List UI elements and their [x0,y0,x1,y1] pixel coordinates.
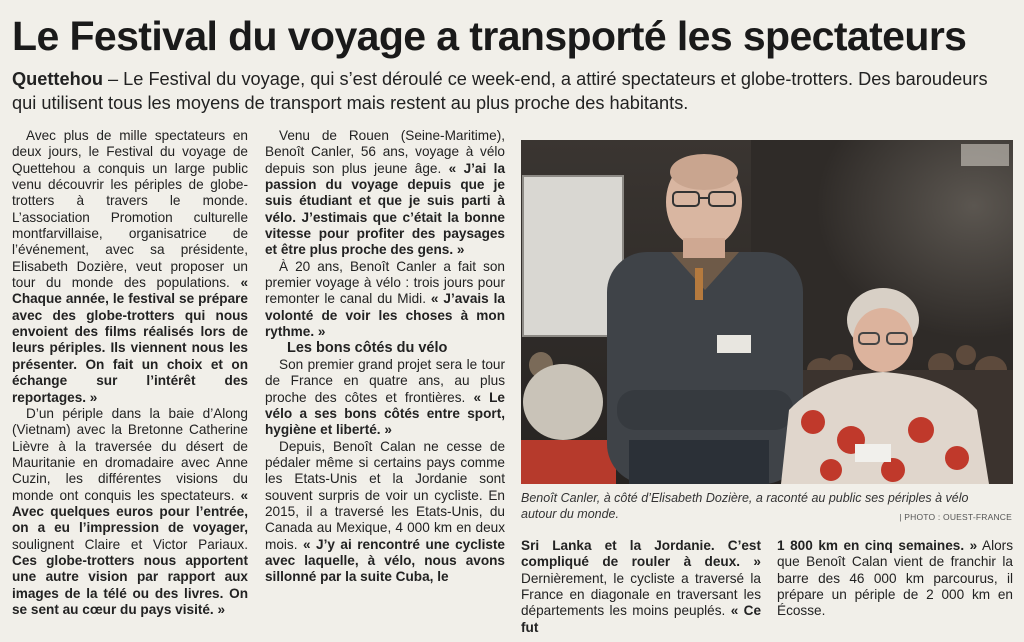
quote: « Chaque année, le festival se prépare avec des globe-trotters qui nous envoient des films réalisés lors de leurs périples. Ils viennent nous les présenter. On fait un choix et on échange sur l’intérêt des reportages. » [12,275,248,405]
standfirst [12,67,1012,115]
quote: Sri Lanka et la Jordanie. C’est compliqué de rouler à deux. » [521,538,761,570]
text: Avec plus de mille spectateurs en deux jours, le Festival du voyage de Quettehou a conquis un large public venu découvrir les périples de globe-trotters à travers le monde. L’association Promotion culturelle montfarvillaise, organisatrice de l’événement, avec sa présidente, Elisabeth Dozière, veut proposer un tour du monde des populations. [12,128,248,291]
quote: « J’ai la passion du voyage depuis que je suis étudiant et que je suis parti à vélo. J’estimais que c’était la bonne vitesse pour profiter des paysages et être plus proche des gens. » [265,160,506,258]
quote: « J’avais la volonté de voir les choses à mon rythme. » [265,291,505,340]
quote: « Ce fut [521,603,762,635]
standfirst-text: – Le Festival du voyage, qui s’est déroulé ce week-end, a attiré spectateurs et globe-trotters. Des baroudeurs qui utilisent tous les moyens de transport mais restent au plus proche des habitants. [12,69,988,113]
subheading: Les bons côtés du vélo [287,340,448,357]
text: Alors que Benoît Calan vient de franchir la barre des 46 000 km parcourus, il prépare un périple de 2 000 km en Écosse. [777,538,1013,619]
paragraph [777,538,1013,620]
paragraph [265,439,505,586]
paragraph [12,128,248,406]
text: Venu de Rouen (Seine-Maritime), Benoît Canler, 56 ans, voyage à vélo depuis son plus jeune âge. [265,128,505,176]
quote: « Le vélo a ses bons côtés entre sport, hygiène et liberté. » [265,389,505,438]
dateline-place: Quettehou [12,69,103,89]
text: À 20 ans, Benoît Canler a fait son premier voyage à vélo : trois jours pour remonter le canal du Midi. [265,258,505,307]
headline: Le Festival du voyage a transporté les spectateurs [12,13,967,59]
quote: « Avec quelques euros pour l’entrée, on a eu l’impression de voyager, [12,487,248,536]
text: Dernièrement, le cycliste a traversé la France en diagonale en traversant les départements les moins peuplés. [521,570,761,619]
photo-credit: | PHOTO : OUEST-FRANCE [899,512,1012,522]
paragraph [265,128,505,259]
text: D’un périple dans la baie d’Along (Vietnam) avec la Bretonne Catherine Lièvre à la traversée du désert de Mauritanie en dromadaire avec Anne Cuzin, les différentes visions du monde ont conquis les spectateurs. [12,405,248,503]
article-column-4 [777,538,1013,620]
photo-caption: Benoît Canler, à côté d’Elisabeth Dozière, a raconté au public ses périples à vélo autour du monde. [521,491,969,521]
text: Son premier grand projet sera le tour de France en quatre ans, au plus proche des côtes et frontières. [265,356,505,405]
photo-illustration [521,140,1013,484]
text: Depuis, Benoît Calan ne cesse de pédaler même si certains pays comme les Etats-Unis et la Jordanie sont souvent surpris de voir un cycliste. En 2015, il a traversé les Etats-Unis, du Canada au Mexique, 4 000 km en deux mois. [265,438,505,552]
article-column-3 [521,538,761,636]
article-column-2 [265,128,505,586]
article-photo [521,140,1013,484]
paragraph [265,357,505,439]
quote: « J’y ai rencontré une cycliste avec laquelle, à vélo, nous avons sillonné par la suite Cuba, le [265,536,505,585]
paragraph [521,538,761,636]
article-column-1 [12,128,248,618]
quote: 1 800 km en cinq semaines. » [777,538,978,553]
paragraph [12,406,248,618]
quote: Ces globe-trotters nous apportent une autre vision par rapport aux images de la télé ou des livres. On se sent au cœur du pays visité. » [12,552,248,617]
text: soulignent Claire et Victor Pariaux. [12,536,248,552]
paragraph [265,259,505,341]
